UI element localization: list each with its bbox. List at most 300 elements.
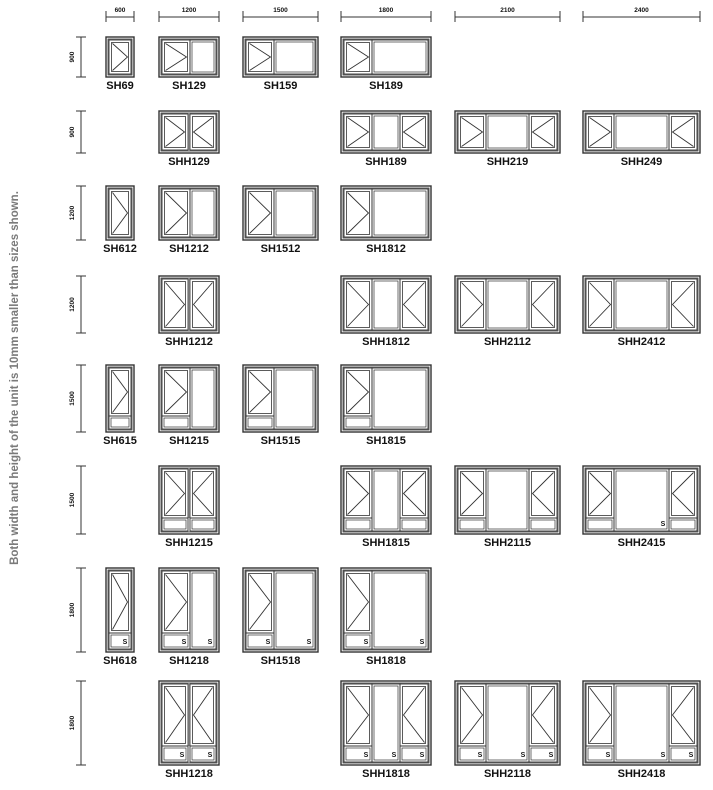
fixed-pane-glass: [488, 116, 527, 148]
fixed-pane: [274, 571, 315, 649]
unit-code-label: SH1812: [366, 243, 406, 255]
inner-frame: [343, 113, 429, 151]
s-mark: S: [363, 639, 369, 646]
height-dimension-900: [69, 37, 86, 77]
sash-frame: [669, 684, 697, 746]
sash-glass: [249, 192, 272, 235]
opening-arrow-right: [462, 118, 483, 147]
opening-arrow-right: [462, 688, 483, 743]
fixed-pane-glass: [488, 281, 527, 328]
unit-code-label: SHH249: [620, 156, 663, 168]
sash-frame: [400, 279, 428, 330]
window-unit-sh1815: [341, 365, 431, 447]
width-label: 1500: [273, 7, 288, 14]
opening-arrow-right: [113, 44, 128, 71]
sash-glass: [403, 282, 426, 328]
fixed-pane-glass: [588, 520, 612, 529]
unit-code-label: SH615: [103, 435, 137, 447]
sash-frame: [162, 189, 190, 237]
sash-glass: [461, 472, 484, 516]
fixed-pane: [372, 684, 400, 762]
unit-code-label: SHH1812: [362, 336, 410, 348]
fixed-pane: [486, 114, 529, 150]
s-mark: S: [122, 639, 128, 646]
outer-frame: [341, 681, 431, 765]
height-label: 1800: [69, 602, 76, 618]
inner-frame: [343, 570, 429, 650]
unit-code-label: SHH1215: [165, 537, 213, 549]
outer-frame: [243, 37, 318, 77]
window-unit-shh1812: [341, 276, 431, 348]
inner-frame: [161, 39, 217, 75]
inner-frame: [585, 113, 698, 151]
opening-arrow-right: [166, 372, 187, 413]
sash-frame: [458, 469, 486, 518]
opening-arrow-right: [166, 44, 187, 71]
fixed-pane: [486, 279, 529, 330]
fixed-pane: [190, 368, 216, 429]
opening-arrow-right: [113, 575, 128, 630]
sash-glass: [249, 574, 272, 631]
inner-frame: [161, 367, 217, 430]
outer-frame: [341, 276, 431, 333]
opening-arrow-left: [673, 688, 694, 743]
fixed-pane: [372, 279, 400, 330]
sash-glass: [165, 371, 188, 414]
fixed-pane-glass: [248, 418, 272, 427]
fixed-pane-glass: [192, 191, 214, 235]
sash-glass: [165, 43, 188, 72]
s-mark: S: [391, 752, 397, 759]
inner-frame: [343, 683, 429, 763]
sash-frame: [162, 571, 190, 633]
sash-glass: [589, 117, 612, 148]
window-unit-grid: [103, 37, 700, 780]
height-dimension-1500: [69, 466, 86, 534]
unit-code-label: SH159: [263, 80, 298, 92]
sash-glass: [165, 574, 188, 631]
unit-code-label: SHH189: [365, 156, 407, 168]
opening-arrow-right: [166, 118, 185, 147]
window-unit-sh1818: [341, 568, 431, 667]
inner-frame: [585, 683, 698, 763]
fixed-pane: [274, 40, 315, 74]
opening-arrow-left: [404, 473, 425, 515]
opening-arrow-right: [166, 193, 187, 234]
sash-frame: [344, 469, 372, 518]
fixed-pane: [372, 189, 428, 237]
opening-arrow-right: [166, 283, 185, 327]
unit-code-label: SH618: [103, 655, 137, 667]
sash-glass: [249, 43, 272, 72]
outer-frame: [341, 365, 431, 432]
size-tolerance-note-text: Both width and height of the unit is 10mm smaller than sizes shown.: [9, 190, 22, 565]
sash-frame: [458, 684, 486, 746]
fixed-pane: [274, 189, 315, 237]
window-unit-sh1518: [243, 568, 318, 667]
outer-frame: [243, 365, 318, 432]
sash-glass: [347, 43, 370, 72]
fixed-pane-glass: [276, 42, 313, 72]
sash-glass: [165, 192, 188, 235]
unit-code-label: SHH2412: [617, 336, 666, 348]
sash-glass: [112, 192, 129, 235]
height-dimension-1500: [69, 365, 86, 432]
sash-glass: [193, 117, 214, 148]
sash-glass: [347, 472, 370, 516]
s-mark: S: [660, 752, 666, 759]
fixed-pane-glass: [164, 418, 188, 427]
inner-frame: [585, 468, 698, 532]
inner-frame: [343, 367, 429, 430]
unit-code-label: SHH2115: [483, 537, 532, 549]
window-unit-shh2118: [455, 681, 560, 780]
window-unit-shh189: [341, 111, 431, 168]
s-mark: S: [363, 752, 369, 759]
window-unit-shh1218: [159, 681, 219, 780]
outer-frame: [106, 186, 134, 240]
height-label: 900: [69, 51, 76, 63]
fixed-pane-glass: [346, 520, 370, 529]
sash-glass: [589, 472, 612, 516]
unit-code-label: SH1218: [169, 655, 209, 667]
outer-frame: [341, 111, 431, 153]
opening-arrow-right: [113, 372, 128, 413]
opening-arrow-left: [194, 118, 213, 147]
window-unit-shh2112: [455, 276, 560, 348]
height-label: 900: [69, 126, 76, 138]
sash-frame: [529, 469, 557, 518]
fixed-pane: [486, 469, 529, 531]
opening-arrow-left: [404, 118, 425, 147]
fixed-pane-glass: [616, 686, 667, 760]
height-dimension-1800: [69, 568, 86, 652]
fixed-pane-glass: [374, 191, 426, 235]
opening-arrow-right: [348, 688, 369, 743]
sash-glass: [589, 282, 612, 328]
window-unit-shh2412: [583, 276, 700, 348]
width-label: 2100: [500, 7, 515, 14]
sash-glass: [249, 371, 272, 414]
sash-glass: [461, 117, 484, 148]
opening-arrow-left: [404, 688, 425, 743]
sash-glass: [403, 472, 426, 516]
s-mark: S: [520, 752, 526, 759]
fixed-pane-glass: [192, 520, 214, 529]
inner-frame: [457, 468, 558, 532]
sash-glass: [347, 687, 370, 744]
width-dimension-1200: [159, 7, 219, 22]
outer-frame: [341, 186, 431, 240]
fixed-pane-glass: [192, 573, 214, 647]
fixed-pane-glass: [488, 471, 527, 529]
s-mark: S: [660, 521, 666, 528]
outer-frame: [159, 365, 219, 432]
outer-frame: [106, 37, 134, 77]
sash-frame: [669, 279, 697, 330]
window-unit-shh1215: [159, 466, 219, 549]
width-dimension-row: [106, 7, 700, 22]
sash-glass: [112, 574, 129, 631]
fixed-pane-glass: [671, 520, 695, 529]
window-unit-shh2415: [583, 466, 700, 549]
fixed-pane-glass: [192, 42, 214, 72]
sash-glass: [672, 472, 695, 516]
outer-frame: [159, 186, 219, 240]
fixed-pane-glass: [402, 520, 426, 529]
sash-frame: [246, 189, 274, 237]
fixed-pane-glass: [531, 520, 555, 529]
opening-arrow-left: [673, 118, 694, 147]
sash-glass: [193, 282, 214, 328]
opening-arrow-right: [348, 193, 369, 234]
window-unit-sh129: [159, 37, 219, 92]
sash-frame: [586, 469, 614, 518]
sash-glass: [165, 282, 186, 328]
opening-arrow-right: [250, 372, 271, 413]
height-label: 1500: [69, 391, 76, 406]
fixed-pane: [614, 684, 669, 762]
width-dimension-1800: [341, 7, 431, 22]
window-unit-shh249: [583, 111, 700, 168]
opening-arrow-right: [348, 575, 369, 630]
opening-arrow-left: [533, 118, 554, 147]
outer-frame: [159, 37, 219, 77]
sash-frame: [400, 469, 428, 518]
unit-code-label: SHH1815: [362, 537, 410, 549]
height-dimension-column: [69, 37, 86, 765]
sash-frame: [246, 571, 274, 633]
inner-frame: [343, 468, 429, 532]
inner-frame: [245, 367, 316, 430]
window-unit-shh2115: [455, 466, 560, 549]
opening-arrow-right: [590, 473, 611, 515]
sash-glass: [589, 687, 612, 744]
s-mark: S: [688, 752, 694, 759]
width-dimension-1500: [243, 7, 318, 22]
unit-code-label: SH612: [103, 243, 137, 255]
height-dimension-1200: [69, 186, 86, 240]
opening-arrow-left: [533, 473, 554, 515]
sash-glass: [532, 117, 555, 148]
opening-arrow-right: [250, 44, 271, 71]
opening-arrow-right: [590, 118, 611, 147]
sash-glass: [532, 687, 555, 744]
outer-frame: [341, 466, 431, 534]
inner-frame: [457, 683, 558, 763]
unit-code-label: SHH2415: [617, 537, 666, 549]
s-mark: S: [265, 639, 271, 646]
fixed-pane-glass: [374, 370, 426, 427]
sash-frame: [529, 279, 557, 330]
fixed-pane-glass: [374, 281, 398, 328]
unit-code-label: SHH1218: [165, 768, 213, 780]
window-unit-sh1515: [243, 365, 318, 447]
sash-glass: [403, 687, 426, 744]
unit-code-label: SHH2418: [617, 768, 666, 780]
opening-arrow-left: [533, 283, 554, 327]
outer-frame: [455, 681, 560, 765]
unit-code-label: SHH1212: [165, 336, 213, 348]
sash-glass: [193, 472, 214, 516]
fixed-pane: [372, 40, 428, 74]
sash-frame: [400, 684, 428, 746]
window-unit-sh1218: [159, 568, 219, 667]
sash-frame: [458, 279, 486, 330]
sash-glass: [461, 687, 484, 744]
window-unit-shh129: [159, 111, 219, 168]
fixed-pane: [190, 571, 216, 649]
height-dimension-1800: [69, 681, 86, 765]
sash-glass: [347, 574, 370, 631]
opening-arrow-right: [250, 575, 271, 630]
sash-glass: [672, 117, 695, 148]
fixed-pane-glass: [616, 471, 667, 529]
inner-frame: [457, 113, 558, 151]
fixed-pane-glass: [374, 42, 426, 72]
sash-glass: [165, 687, 186, 744]
sash-glass: [347, 192, 370, 235]
s-mark: S: [605, 752, 611, 759]
sash-glass: [672, 687, 695, 744]
unit-code-label: SHH1818: [362, 768, 410, 780]
fixed-pane-glass: [374, 686, 398, 760]
outer-frame: [455, 466, 560, 534]
height-dimension-1200: [69, 276, 86, 333]
inner-frame: [161, 188, 217, 238]
width-label: 2400: [634, 7, 649, 14]
width-label: 1200: [181, 7, 197, 14]
sash-glass: [532, 472, 555, 516]
opening-arrow-left: [194, 283, 213, 327]
sash-glass: [193, 687, 214, 744]
sash-frame: [669, 469, 697, 518]
window-unit-sh612: [103, 186, 137, 255]
inner-frame: [343, 39, 429, 75]
height-label: 1200: [69, 205, 76, 221]
fixed-pane-glass: [374, 116, 398, 148]
fixed-pane: [190, 40, 216, 74]
s-mark: S: [306, 639, 312, 646]
fixed-pane-glass: [164, 520, 186, 529]
unit-code-label: SH1515: [260, 435, 301, 447]
s-mark: S: [181, 639, 187, 646]
opening-arrow-right: [462, 473, 483, 515]
sash-glass: [532, 282, 555, 328]
fixed-pane: [372, 368, 428, 429]
unit-code-label: SH1212: [169, 243, 209, 255]
inner-frame: [161, 570, 217, 650]
fixed-pane-glass: [276, 370, 313, 427]
window-unit-sh159: [243, 37, 318, 92]
fixed-pane: [190, 189, 216, 237]
sash-glass: [403, 117, 426, 148]
outer-frame: [583, 466, 700, 534]
sash-glass: [347, 371, 370, 414]
window-unit-shh219: [455, 111, 560, 168]
inner-frame: [457, 278, 558, 331]
opening-arrow-right: [166, 575, 187, 630]
outer-frame: [583, 681, 700, 765]
window-unit-sh69: [106, 37, 134, 92]
outer-frame: [341, 37, 431, 77]
opening-arrow-left: [673, 283, 694, 327]
height-label: 1800: [69, 715, 76, 731]
sash-glass: [112, 43, 129, 72]
unit-code-label: SH1215: [169, 435, 209, 447]
outer-frame: [583, 111, 700, 153]
height-label: 1500: [69, 492, 76, 508]
sash-glass: [347, 282, 370, 328]
width-label: 1800: [378, 7, 394, 14]
sash-frame: [586, 684, 614, 746]
unit-code-label: SHH219: [486, 156, 529, 168]
opening-arrow-left: [404, 283, 425, 327]
window-unit-sh618: [103, 568, 137, 667]
opening-arrow-left: [194, 688, 213, 743]
sash-glass: [461, 282, 484, 328]
opening-arrow-right: [250, 193, 271, 234]
fixed-pane-glass: [276, 191, 313, 235]
fixed-pane: [109, 633, 131, 649]
window-unit-sh1512: [243, 186, 318, 255]
fixed-pane-glass: [374, 573, 426, 647]
inner-frame: [585, 278, 698, 331]
window-unit-sh1812: [341, 186, 431, 255]
fixed-pane: [614, 114, 669, 150]
s-mark: S: [207, 639, 213, 646]
s-mark: S: [477, 752, 483, 759]
fixed-pane: [372, 571, 428, 649]
fixed-pane: [486, 684, 529, 762]
opening-arrow-right: [348, 372, 369, 413]
opening-arrow-right: [462, 283, 483, 327]
unit-code-label: SH1512: [260, 243, 301, 255]
inner-frame: [343, 188, 429, 238]
fixed-pane-glass: [488, 686, 527, 760]
unit-code-label: SH69: [106, 80, 134, 92]
opening-arrow-left: [673, 473, 694, 515]
opening-arrow-right: [166, 688, 185, 743]
width-dimension-2100: [455, 7, 560, 22]
window-unit-shh2418: [583, 681, 700, 780]
width-label: 600: [114, 7, 126, 14]
window-unit-sh1215: [159, 365, 219, 447]
opening-arrow-right: [348, 473, 369, 515]
opening-arrow-right: [590, 283, 611, 327]
s-mark: S: [179, 752, 185, 759]
s-mark: S: [207, 752, 213, 759]
fixed-pane-glass: [192, 370, 214, 427]
height-label: 1200: [69, 297, 76, 312]
unit-code-label: SHH2118: [483, 768, 532, 780]
fixed-pane-glass: [616, 281, 667, 328]
opening-arrow-right: [348, 118, 369, 147]
outer-frame: [243, 186, 318, 240]
fixed-pane: [372, 469, 400, 531]
fixed-pane: [274, 368, 315, 429]
unit-code-label: SHH129: [168, 156, 210, 168]
opening-arrow-right: [113, 193, 128, 234]
sash-frame: [246, 368, 274, 416]
opening-arrow-right: [348, 44, 369, 71]
s-mark: S: [419, 752, 425, 759]
sash-frame: [529, 684, 557, 746]
unit-code-label: SH1818: [366, 655, 406, 667]
unit-code-label: SH189: [369, 80, 403, 92]
window-unit-shh1818: [341, 681, 431, 780]
fixed-pane-glass: [460, 520, 484, 529]
